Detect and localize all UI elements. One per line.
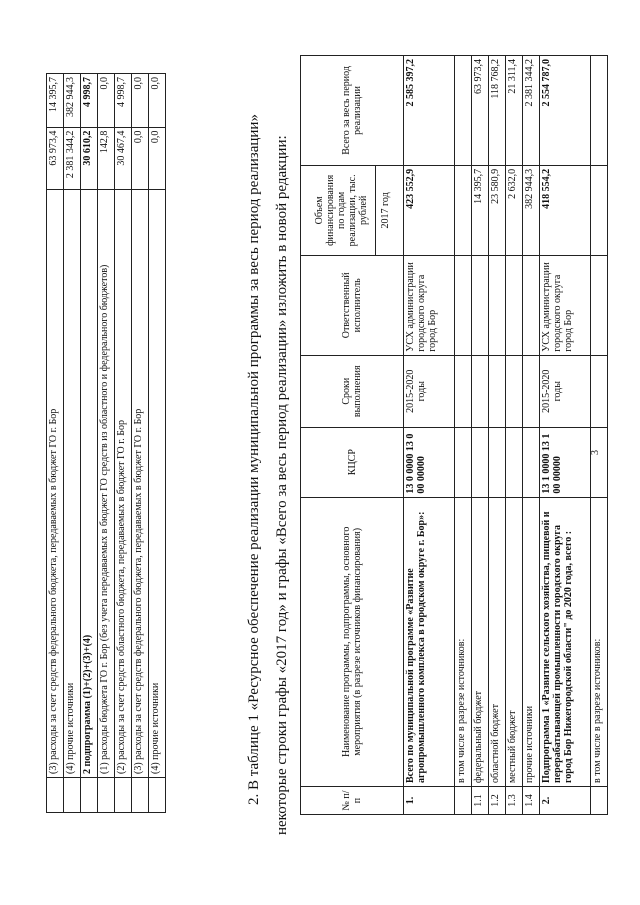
terms: 2015-2020 годы [540,355,591,427]
row-num [455,787,472,815]
empty-cell [591,255,608,355]
value-total: 382 944,3 [64,74,81,128]
header-num: № п/п [301,787,404,815]
row-label: (2) расходы за счет средств областного бюджета, передаваемых в бюджет ГО г. Бор [115,189,132,777]
row-label: (1) расходы бюджета ГО г. Бор (без учета передаваемых в бюджет ГО средств из областного и федерального бюджетов) [98,189,115,777]
value-total [591,56,608,166]
header-volume-text: Объем финансирования по годам реализации, тыс. рублей [313,174,369,247]
value-2017: 423 552,9 [404,165,455,255]
terms: 2015-2020 годы [404,355,455,427]
empty-cell [489,255,506,355]
value-2017: 418 554,2 [540,165,591,255]
value-2017: 30 610,2 [81,127,98,189]
resource-table [300,55,608,815]
table-header-row [301,56,404,815]
empty-cell [506,427,523,497]
value-total: 14 395,7 [47,74,64,128]
empty-cell [591,427,608,497]
header-terms: Сроки выполнения [301,355,404,427]
header-executor: Ответственный исполнитель [301,255,404,355]
program-name: Всего по муниципальной программе «Развитие агропромышленного комплекса в городском округе г. Бор»: [404,497,455,786]
continuation-table [46,73,166,813]
table-row [523,56,540,815]
kcsr-code: 13 1 0000 13 1 00 00000 [540,427,591,497]
header-name: Наименование программы, подпрограммы, основного мероприятия (в разрезе источников финансирования) [301,497,404,786]
empty-cell [81,778,98,813]
value-2017 [455,165,472,255]
value-2017: 63 973,4 [47,127,64,189]
table-row [115,74,132,813]
value-2017: 23 580,9 [489,165,506,255]
empty-cell [472,355,489,427]
value-2017: 0,0 [132,127,149,189]
table-row [591,56,608,815]
empty-cell [149,778,166,813]
row-label: 2 подпрограмма (1)+(2)+(3)+(4) [81,189,98,777]
value-2017: 142,8 [98,127,115,189]
row-num [591,787,608,815]
row-label: (3) расходы за счет средств федерального бюджета, передаваемых в бюджет ГО г. Бор [47,189,64,777]
value-2017 [591,165,608,255]
table-row [98,74,115,813]
value-total: 63 973,4 [472,56,489,166]
program-row [540,56,591,815]
executor: УСХ администрации городского округа город Бор [404,255,455,355]
empty-cell [98,778,115,813]
value-total [455,56,472,166]
value-total: 118 768,2 [489,56,506,166]
value-total: 0,0 [149,74,166,128]
table-row [489,56,506,815]
empty-cell [489,355,506,427]
header-year: 2017 год [375,166,391,255]
empty-cell [47,778,64,813]
empty-cell [472,427,489,497]
row-label: федеральный бюджет [472,497,489,786]
row-num: 1.3 [506,787,523,815]
value-total: 0,0 [132,74,149,128]
row-label: (4) прочие источники [149,189,166,777]
table-row [132,74,149,813]
value-total: 4 998,7 [81,74,98,128]
empty-cell [455,427,472,497]
header-total: Всего за весь период реализации [301,56,404,166]
header-volume [301,165,404,255]
table-row [472,56,489,815]
instruction-paragraph [240,45,296,835]
row-label: областной бюджет [489,497,506,786]
empty-cell [506,355,523,427]
row-num: 2. [540,787,591,815]
paragraph-line-1: 2. В таблице 1 «Ресурсное обеспечение реализации муниципальной программы за весь период реализации» [246,114,262,805]
row-label: в том числе в разрезе источников: [455,497,472,786]
empty-cell [64,778,81,813]
value-total: 0,0 [98,74,115,128]
table-row [506,56,523,815]
row-label: местный бюджет [506,497,523,786]
row-label: (3) расходы за счет средств федерального бюджета, передаваемых в бюджет ГО г. Бор [132,189,149,777]
row-label: (4) прочие источники [64,189,81,777]
program-row [404,56,455,815]
empty-cell [506,255,523,355]
table-row [64,74,81,813]
header-kcsr: КЦСР [301,427,404,497]
empty-cell [455,255,472,355]
empty-cell [455,355,472,427]
empty-cell [132,778,149,813]
page-number: 3 [590,450,601,455]
value-2017: 2 632,0 [506,165,523,255]
executor: УСХ администрации городского округа город Бор [540,255,591,355]
value-total: 21 311,4 [506,56,523,166]
row-label: прочие источники [523,497,540,786]
empty-cell [523,255,540,355]
value-2017: 0,0 [149,127,166,189]
row-num: 1. [404,787,455,815]
row-num: 1.2 [489,787,506,815]
value-2017: 30 467,4 [115,127,132,189]
value-total: 4 998,7 [115,74,132,128]
row-num: 1.1 [472,787,489,815]
row-num: 1.4 [523,787,540,815]
table-row [149,74,166,813]
value-2017: 14 395,7 [472,165,489,255]
value-2017: 382 944,3 [523,165,540,255]
table-row [455,56,472,815]
empty-cell [115,778,132,813]
empty-cell [523,427,540,497]
paragraph-line-2: некоторые строки графы «2017 год» и графы «Всего за весь период реализации» изложить в новой редакции: [274,135,290,835]
empty-cell [489,427,506,497]
value-total: 2 381 344,2 [523,56,540,166]
value-2017: 2 381 344,2 [64,127,81,189]
program-name: Подпрограмма 1 «Развитие сельского хозяйства, пищевой и перерабатывающей промышленности городского округа город Бор Нижегородской области" до 2020 года, всего : [540,497,591,786]
value-total: 2 554 787,0 [540,56,591,166]
table-row [47,74,64,813]
empty-cell [591,355,608,427]
empty-cell [472,255,489,355]
table-row [81,74,98,813]
value-total: 2 585 397,2 [404,56,455,166]
empty-cell [523,355,540,427]
kcsr-code: 13 0 0000 13 0 00 00000 [404,427,455,497]
row-label: в том числе в разрезе источников: [591,497,608,786]
